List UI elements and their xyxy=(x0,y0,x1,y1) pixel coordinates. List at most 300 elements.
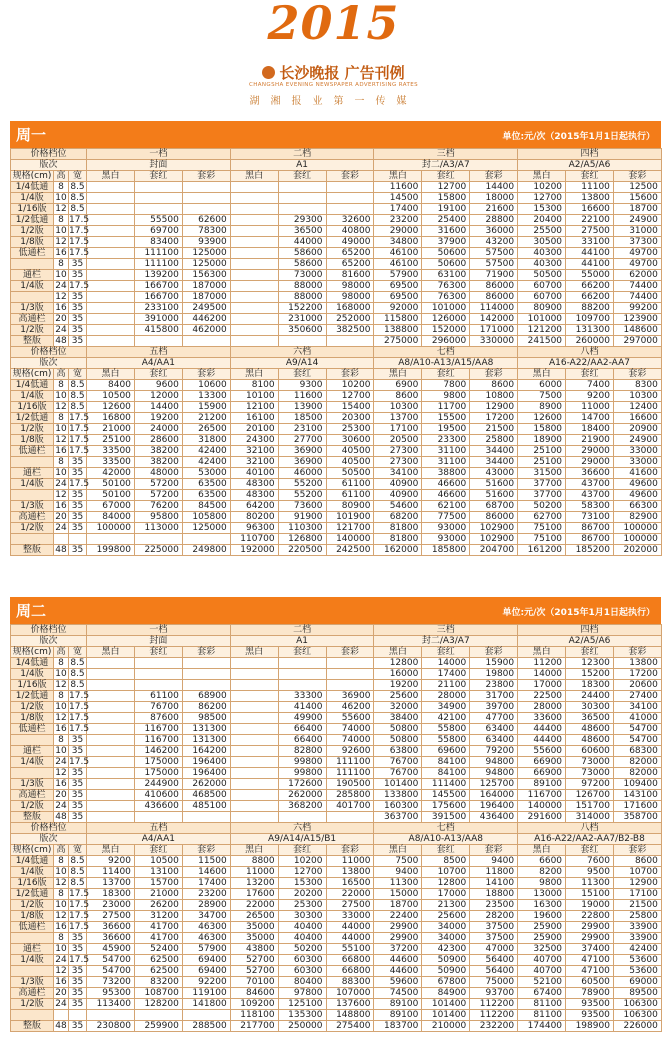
price-cell xyxy=(230,314,278,325)
price-cell: 48000 xyxy=(134,468,182,479)
table-row xyxy=(11,669,662,680)
header-row-edition xyxy=(11,834,662,845)
table-row xyxy=(11,281,662,292)
price-cell: 250000 xyxy=(278,1021,326,1032)
price-cell: 55600 xyxy=(326,713,374,724)
size-width: 8.5 xyxy=(70,380,85,390)
price-cell: 13200 xyxy=(230,878,278,889)
table-row xyxy=(11,790,662,801)
price-cell: 11000 xyxy=(566,402,614,413)
price-cell: 73200 xyxy=(87,977,135,988)
price-cell xyxy=(87,757,135,768)
price-cell xyxy=(230,259,278,270)
table-row xyxy=(11,523,662,534)
size-width: 17.5 xyxy=(69,889,90,899)
table-row xyxy=(11,878,662,889)
price-cell: 86200 xyxy=(182,702,230,713)
size-width: 35 xyxy=(69,303,87,314)
color-label: 套彩 xyxy=(613,647,661,658)
price-cell: 363700 xyxy=(374,812,422,823)
size-spec: 低通栏 xyxy=(11,922,54,933)
price-cell xyxy=(230,193,278,204)
size-spec xyxy=(11,735,54,746)
price-cell: 125000 xyxy=(182,248,230,259)
price-cell xyxy=(134,1010,182,1021)
price-cell: 233100 xyxy=(134,303,182,314)
price-cell: 20900 xyxy=(613,424,661,435)
price-cell xyxy=(134,193,182,204)
price-cell: 98000 xyxy=(326,281,374,292)
bw-label: 黑白 xyxy=(230,171,278,182)
price-cell: 382500 xyxy=(326,325,374,336)
price-cell: 121200 xyxy=(518,325,566,336)
price-cell: 116700 xyxy=(518,790,566,801)
price-cell: 12800 xyxy=(374,658,422,669)
table-row xyxy=(11,336,662,347)
red-label: 套红 xyxy=(422,845,470,856)
table-row xyxy=(11,702,662,713)
size-height: 10 xyxy=(55,424,67,434)
price-cell xyxy=(278,204,326,215)
day-label: 周一 xyxy=(16,126,47,144)
color-label: 套彩 xyxy=(613,171,661,182)
price-cell: 86000 xyxy=(470,292,518,303)
price-cell: 116700 xyxy=(134,735,182,746)
price-cell: 13800 xyxy=(613,658,661,669)
price-cell: 15400 xyxy=(326,402,374,413)
price-cell xyxy=(87,215,135,226)
tier-label: 一档 xyxy=(87,625,231,636)
price-cell xyxy=(230,226,278,237)
size-width: 35 xyxy=(69,512,87,523)
table-row xyxy=(11,413,662,424)
price-cell: 89100 xyxy=(374,999,422,1010)
price-cell xyxy=(87,779,135,790)
price-cell: 44400 xyxy=(518,735,566,746)
price-cell: 262000 xyxy=(278,790,326,801)
price-cell: 55100 xyxy=(326,944,374,955)
price-cell: 175000 xyxy=(134,768,182,779)
price-cell: 20400 xyxy=(518,215,566,226)
size-spec: 1/16版 xyxy=(11,402,54,413)
price-cell: 33000 xyxy=(613,446,661,457)
price-cell: 190500 xyxy=(326,779,374,790)
price-cell: 50500 xyxy=(326,468,374,479)
price-cell: 65200 xyxy=(326,248,374,259)
edition-name: A8/A10-A13/A15/AA8 xyxy=(374,358,518,369)
table-row xyxy=(11,435,662,446)
size-height: 24 xyxy=(55,801,67,811)
price-cell: 49900 xyxy=(278,713,326,724)
price-cell: 18000 xyxy=(470,193,518,204)
price-cell: 106300 xyxy=(613,999,661,1010)
price-cell xyxy=(87,325,135,336)
size-height: 48 xyxy=(55,1021,67,1031)
price-cell: 11300 xyxy=(566,878,614,889)
price-cell: 113400 xyxy=(87,999,135,1010)
price-cell xyxy=(230,779,278,790)
size-width: 8.5 xyxy=(70,669,85,679)
price-cell: 88000 xyxy=(278,292,326,303)
price-cell: 16600 xyxy=(566,204,614,215)
price-cell: 87600 xyxy=(134,713,182,724)
price-cell: 230800 xyxy=(87,1021,135,1032)
price-cell: 73600 xyxy=(278,501,326,512)
price-cell xyxy=(87,259,135,270)
price-cell: 125000 xyxy=(182,523,230,534)
price-cell: 171000 xyxy=(470,325,518,336)
price-cell: 109700 xyxy=(566,314,614,325)
color-label: 套彩 xyxy=(182,369,230,380)
price-cell: 36900 xyxy=(326,691,374,702)
price-cell: 14000 xyxy=(518,669,566,680)
price-cell: 27300 xyxy=(374,446,422,457)
price-cell xyxy=(87,292,135,303)
price-cell: 41700 xyxy=(134,922,182,933)
price-cell: 196400 xyxy=(470,801,518,812)
bw-label: 黑白 xyxy=(518,171,566,182)
table-row xyxy=(11,801,662,812)
red-label: 套红 xyxy=(422,647,470,658)
price-cell: 43700 xyxy=(566,490,614,501)
price-cell: 18400 xyxy=(566,424,614,435)
price-cell: 27300 xyxy=(374,457,422,468)
price-cell: 39700 xyxy=(470,702,518,713)
header-row-columns xyxy=(11,369,662,380)
price-cell: 50200 xyxy=(518,501,566,512)
price-cell: 415800 xyxy=(134,325,182,336)
header-row-columns xyxy=(11,647,662,658)
tier-label: 四档 xyxy=(518,625,662,636)
size-width: 35 xyxy=(69,501,87,512)
red-label: 套红 xyxy=(566,647,614,658)
price-cell: 11200 xyxy=(518,658,566,669)
edition-name: 封二/A3/A7 xyxy=(374,636,518,647)
size-height: 10 xyxy=(55,702,67,712)
size-height: 48 xyxy=(55,545,67,555)
size-spec: 整版 xyxy=(11,545,54,556)
price-cell: 10200 xyxy=(278,856,326,867)
price-cell: 82000 xyxy=(613,768,661,779)
header-row-edition xyxy=(11,358,662,369)
size-width: 35 xyxy=(69,977,87,988)
price-cell: 32100 xyxy=(230,446,278,457)
size-height: 16 xyxy=(55,977,67,987)
price-cell: 25600 xyxy=(422,911,470,922)
size-width: 17.5 xyxy=(69,702,90,712)
price-cell: 143100 xyxy=(613,790,661,801)
price-cell: 27500 xyxy=(326,900,374,911)
price-cell: 12600 xyxy=(518,413,566,424)
tier-label: 三档 xyxy=(374,625,518,636)
edition-name: 封面 xyxy=(87,160,231,171)
price-cell: 15300 xyxy=(278,878,326,889)
size-width: 35 xyxy=(69,1021,87,1032)
price-cell: 350600 xyxy=(278,325,326,336)
price-cell xyxy=(278,182,326,193)
price-cell: 75000 xyxy=(470,977,518,988)
price-cell: 137600 xyxy=(326,999,374,1010)
size-spec: 1/8版 xyxy=(11,911,54,922)
size-spec: 1/3版 xyxy=(11,779,54,790)
size-height: 24 xyxy=(55,523,67,533)
size-spec xyxy=(11,457,54,468)
size-label: 规格(cm) xyxy=(11,171,54,182)
price-cell: 29900 xyxy=(374,922,422,933)
price-cell: 10200 xyxy=(518,182,566,193)
price-cell xyxy=(326,336,374,347)
price-cell: 23800 xyxy=(470,680,518,691)
price-cell: 55600 xyxy=(518,746,566,757)
bw-label: 黑白 xyxy=(230,369,278,380)
size-width: 8.5 xyxy=(70,391,85,401)
price-cell: 9400 xyxy=(374,867,422,878)
price-cell: 23100 xyxy=(278,424,326,435)
price-cell: 92600 xyxy=(326,746,374,757)
price-cell: 37900 xyxy=(422,237,470,248)
price-cell: 12500 xyxy=(613,182,661,193)
price-cell: 19200 xyxy=(374,680,422,691)
price-cell: 6000 xyxy=(518,380,566,391)
price-cell: 46200 xyxy=(326,702,374,713)
price-cell: 63100 xyxy=(422,270,470,281)
price-cell: 82800 xyxy=(278,746,326,757)
price-cell: 249800 xyxy=(182,545,230,556)
price-cell: 86700 xyxy=(566,523,614,534)
unit-note: 单位:元/次（2015年1月1日起执行） xyxy=(502,608,655,618)
price-cell: 74400 xyxy=(613,281,661,292)
price-cell: 31600 xyxy=(422,226,470,237)
price-cell: 57500 xyxy=(470,248,518,259)
table-row xyxy=(11,812,662,823)
price-cell: 31800 xyxy=(182,435,230,446)
price-cell: 60600 xyxy=(566,746,614,757)
day-label: 周二 xyxy=(16,602,47,620)
price-cell: 110300 xyxy=(278,523,326,534)
price-cell: 14100 xyxy=(470,878,518,889)
price-cell: 111100 xyxy=(326,768,374,779)
price-cell: 56400 xyxy=(470,966,518,977)
price-cell: 19600 xyxy=(518,911,566,922)
price-cell: 40900 xyxy=(374,490,422,501)
price-cell: 27400 xyxy=(613,691,661,702)
size-height: 12 xyxy=(55,402,67,412)
price-cell: 82900 xyxy=(613,512,661,523)
price-cell: 23500 xyxy=(470,900,518,911)
size-spec: 1/4低通 xyxy=(11,658,54,669)
size-spec: 1/2版 xyxy=(11,999,54,1010)
table-row xyxy=(11,270,662,281)
price-cell: 78900 xyxy=(566,988,614,999)
table-row xyxy=(11,259,662,270)
size-width: 17.5 xyxy=(69,446,90,456)
price-cell xyxy=(87,314,135,325)
price-cell: 40800 xyxy=(326,226,374,237)
price-cell: 49600 xyxy=(613,490,661,501)
header-row-edition xyxy=(11,636,662,647)
size-label: 规格(cm) xyxy=(11,647,54,658)
price-cell: 16300 xyxy=(518,900,566,911)
color-label: 套彩 xyxy=(182,647,230,658)
price-cell: 17200 xyxy=(613,669,661,680)
price-cell: 100000 xyxy=(613,534,661,545)
price-cell: 61100 xyxy=(326,490,374,501)
size-spec: 1/4版 xyxy=(11,281,54,292)
price-cell: 9400 xyxy=(470,856,518,867)
price-cell: 60700 xyxy=(518,292,566,303)
price-cell: 111100 xyxy=(134,248,182,259)
size-width: 35 xyxy=(69,270,87,281)
price-cell: 8900 xyxy=(518,402,566,413)
price-cell: 61100 xyxy=(326,479,374,490)
red-label: 套红 xyxy=(566,171,614,182)
tier-label: 七档 xyxy=(374,347,518,358)
price-cell: 11400 xyxy=(87,867,135,878)
price-cell xyxy=(134,182,182,193)
table-row xyxy=(11,1021,662,1032)
price-cell: 22000 xyxy=(326,889,374,900)
size-width: 8.5 xyxy=(70,193,85,203)
price-cell: 166700 xyxy=(134,281,182,292)
price-cell: 57200 xyxy=(134,490,182,501)
price-cell: 65200 xyxy=(326,259,374,270)
price-cell: 141800 xyxy=(182,999,230,1010)
price-cell: 46600 xyxy=(422,490,470,501)
price-cell: 125700 xyxy=(470,779,518,790)
red-label: 套红 xyxy=(422,369,470,380)
price-cell xyxy=(182,534,230,545)
rate-section-tuesday xyxy=(10,597,661,1032)
size-spec: 整版 xyxy=(11,336,54,347)
bw-label: 黑白 xyxy=(518,369,566,380)
price-cell: 15600 xyxy=(613,193,661,204)
red-label: 套红 xyxy=(278,845,326,856)
price-cell: 13800 xyxy=(326,867,374,878)
price-cell: 25600 xyxy=(374,691,422,702)
price-cell: 17100 xyxy=(374,424,422,435)
price-cell: 77500 xyxy=(422,512,470,523)
price-cell: 8600 xyxy=(470,380,518,391)
header-row-edition xyxy=(11,160,662,171)
price-cell: 15200 xyxy=(566,669,614,680)
price-cell: 40500 xyxy=(326,457,374,468)
price-cell: 297000 xyxy=(613,336,661,347)
price-cell: 15800 xyxy=(422,193,470,204)
price-cell: 93000 xyxy=(422,523,470,534)
price-cell: 41600 xyxy=(613,468,661,479)
price-cell: 74400 xyxy=(613,292,661,303)
price-cell xyxy=(87,702,135,713)
price-cell: 97200 xyxy=(566,779,614,790)
size-height: 12 xyxy=(55,911,67,921)
price-cell: 10300 xyxy=(613,391,661,402)
price-cell: 69600 xyxy=(422,746,470,757)
size-spec: 1/4版 xyxy=(11,391,54,402)
price-cell: 18700 xyxy=(613,204,661,215)
price-cell: 8800 xyxy=(230,856,278,867)
price-cell: 78300 xyxy=(182,226,230,237)
price-cell: 446200 xyxy=(182,314,230,325)
price-cell: 49000 xyxy=(326,237,374,248)
price-cell: 34700 xyxy=(182,911,230,922)
price-cell: 60500 xyxy=(566,977,614,988)
price-cell: 108700 xyxy=(134,988,182,999)
price-cell: 11100 xyxy=(566,182,614,193)
price-cell: 468500 xyxy=(182,790,230,801)
size-label: 规格(cm) xyxy=(11,369,54,380)
price-cell: 31500 xyxy=(518,468,566,479)
size-width: 17.5 xyxy=(69,424,90,434)
price-cell: 30600 xyxy=(326,435,374,446)
price-cell: 105800 xyxy=(182,512,230,523)
price-cell: 17400 xyxy=(422,669,470,680)
price-cell: 23000 xyxy=(87,900,135,911)
price-cell: 27500 xyxy=(87,911,135,922)
price-cell: 60700 xyxy=(518,281,566,292)
price-cell: 262000 xyxy=(182,779,230,790)
size-spec: 1/4低通 xyxy=(11,856,54,867)
price-cell: 185200 xyxy=(566,545,614,556)
price-cell: 102900 xyxy=(470,523,518,534)
price-cell: 401700 xyxy=(326,801,374,812)
price-cell: 69700 xyxy=(134,226,182,237)
price-cell: 29300 xyxy=(278,215,326,226)
price-cell: 50900 xyxy=(422,966,470,977)
price-cell: 56400 xyxy=(470,955,518,966)
price-cell: 16600 xyxy=(613,413,661,424)
width-label: 宽 xyxy=(69,369,87,380)
price-cell: 112200 xyxy=(470,1010,518,1021)
price-cell xyxy=(182,204,230,215)
price-cell: 50500 xyxy=(518,270,566,281)
price-cell: 20500 xyxy=(374,435,422,446)
size-spec: 整版 xyxy=(11,812,54,823)
color-label: 套彩 xyxy=(470,845,518,856)
price-cell: 68200 xyxy=(374,512,422,523)
price-cell: 93500 xyxy=(566,999,614,1010)
size-spec: 1/4版 xyxy=(11,867,54,878)
price-cell: 25800 xyxy=(470,435,518,446)
price-cell: 9200 xyxy=(566,391,614,402)
header-row-tier xyxy=(11,149,662,160)
size-spec: 1/3版 xyxy=(11,977,54,988)
height-label: 高 xyxy=(54,647,69,658)
size-spec: 1/4版 xyxy=(11,193,54,204)
price-cell: 102900 xyxy=(470,534,518,545)
price-cell: 54700 xyxy=(613,735,661,746)
height-label: 高 xyxy=(54,171,69,182)
brand-english: CHANGSHA EVENING NEWSPAPER ADVERTISING RATES xyxy=(248,82,419,88)
price-cell: 67800 xyxy=(422,977,470,988)
price-cell: 84900 xyxy=(422,988,470,999)
price-cell xyxy=(230,658,278,669)
size-height: 8 xyxy=(54,889,69,900)
bw-label: 黑白 xyxy=(230,647,278,658)
price-cell: 10700 xyxy=(422,867,470,878)
bw-label: 黑白 xyxy=(87,369,135,380)
price-cell: 25900 xyxy=(518,922,566,933)
price-cell: 121700 xyxy=(326,523,374,534)
price-cell xyxy=(278,193,326,204)
price-cell: 16000 xyxy=(374,669,422,680)
size-spec: 1/2版 xyxy=(11,801,54,812)
price-cell: 24900 xyxy=(613,435,661,446)
price-cell: 99800 xyxy=(278,757,326,768)
size-width: 35 xyxy=(69,999,87,1010)
price-cell: 55800 xyxy=(422,735,470,746)
height-label: 高 xyxy=(54,369,69,380)
size-width: 17.5 xyxy=(69,900,90,910)
